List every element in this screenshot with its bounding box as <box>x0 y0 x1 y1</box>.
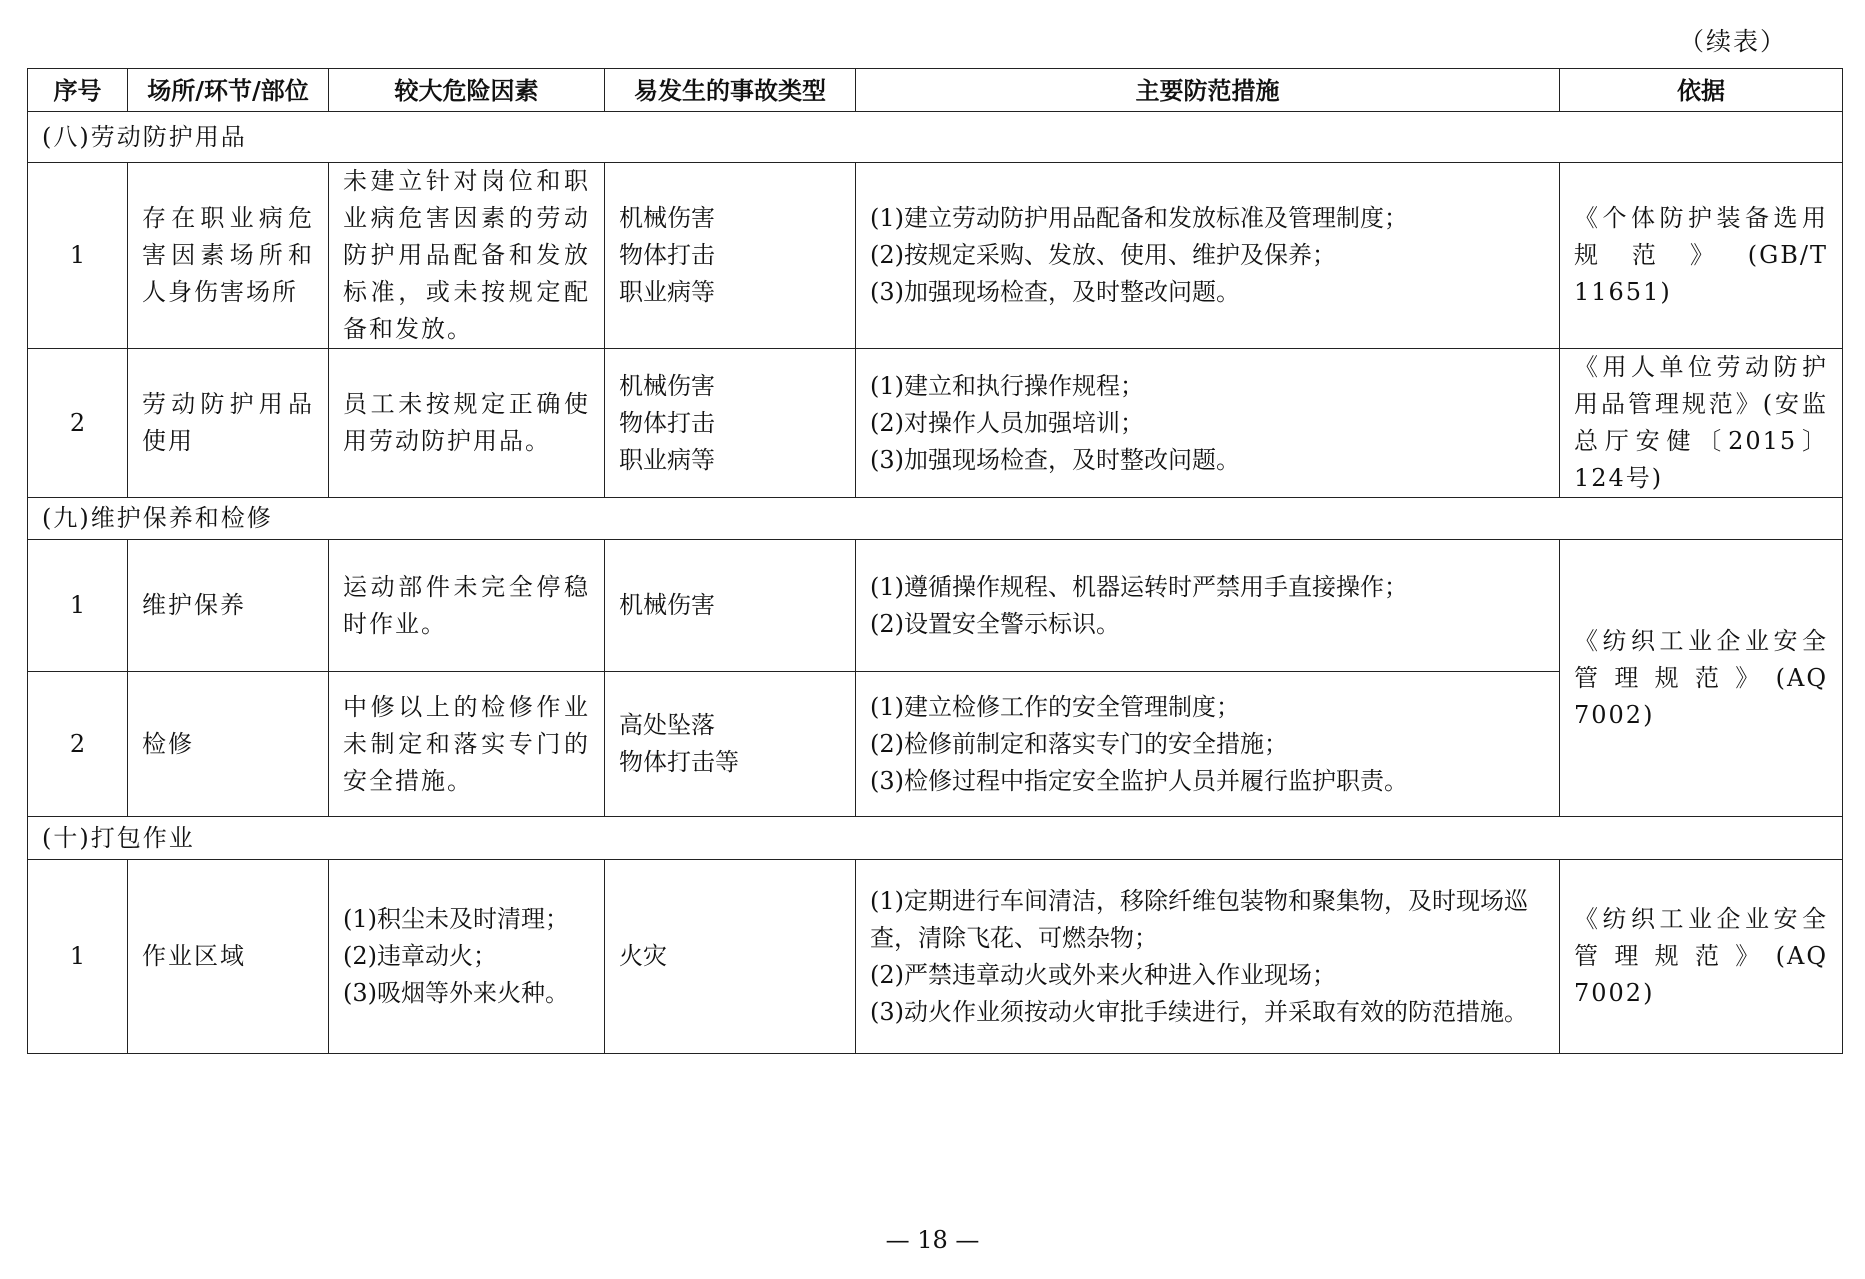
row-measures: (1)建立和执行操作规程； (2)对操作人员加强培训； (3)加强现场检查，及时整改问题。 <box>856 349 1560 498</box>
row-no: 1 <box>28 163 128 349</box>
row-place: 维护保养 <box>128 540 329 672</box>
header-no: 序号 <box>28 69 128 112</box>
row-risk: 员工未按规定正确使用劳动防护用品。 <box>329 349 605 498</box>
row-basis: 《纺织工业企业安全管理规范》(AQ 7002) <box>1560 540 1843 817</box>
table-row <box>28 540 1843 672</box>
row-no: 2 <box>28 349 128 498</box>
table-row <box>28 860 1843 1054</box>
header-place: 场所/环节/部位 <box>128 69 329 112</box>
row-basis: 《用人单位劳动防护用品管理规范》(安监总厅安健〔2015〕124号) <box>1560 349 1843 498</box>
row-no: 2 <box>28 672 128 817</box>
row-no: 1 <box>28 540 128 672</box>
row-accident: 火灾 <box>605 860 856 1054</box>
row-risk: 运动部件未完全停稳时作业。 <box>329 540 605 672</box>
section-row <box>28 498 1843 540</box>
section-title: (十)打包作业 <box>28 817 1843 860</box>
row-basis: 《纺织工业企业安全管理规范》(AQ 7002) <box>1560 860 1843 1054</box>
row-measures: (1)建立劳动防护用品配备和发放标准及管理制度； (2)按规定采购、发放、使用、维护及保养； (3)加强现场检查，及时整改问题。 <box>856 163 1560 349</box>
section-row <box>28 112 1843 163</box>
row-place: 作业区域 <box>128 860 329 1054</box>
header-measures: 主要防范措施 <box>856 69 1560 112</box>
section-row <box>28 817 1843 860</box>
row-accident: 机械伤害 物体打击 职业病等 <box>605 163 856 349</box>
row-measures: (1)建立检修工作的安全管理制度； (2)检修前制定和落实专门的安全措施； (3)检修过程中指定安全监护人员并履行监护职责。 <box>856 672 1560 817</box>
table-row <box>28 349 1843 498</box>
row-basis: 《个体防护装备选用规范》(GB/T 11651) <box>1560 163 1843 349</box>
header-basis: 依据 <box>1560 69 1843 112</box>
header-accident: 易发生的事故类型 <box>605 69 856 112</box>
hazard-table <box>27 68 1843 1054</box>
row-accident: 机械伤害 物体打击 职业病等 <box>605 349 856 498</box>
header-risk: 较大危险因素 <box>329 69 605 112</box>
table-row <box>28 163 1843 349</box>
continued-label: （续表） <box>1678 27 1787 56</box>
row-risk: 未建立针对岗位和职业病危害因素的劳动防护用品配备和发放标准，或未按规定配备和发放。 <box>329 163 605 349</box>
section-title: (八)劳动防护用品 <box>28 112 1843 163</box>
row-place: 检修 <box>128 672 329 817</box>
section-title: (九)维护保养和检修 <box>28 498 1843 540</box>
row-place: 劳动防护用品使用 <box>128 349 329 498</box>
row-risk: 中修以上的检修作业未制定和落实专门的安全措施。 <box>329 672 605 817</box>
row-risk: (1)积尘未及时清理； (2)违章动火； (3)吸烟等外来火种。 <box>329 860 605 1054</box>
row-measures: (1)遵循操作规程、机器运转时严禁用手直接操作； (2)设置安全警示标识。 <box>856 540 1560 672</box>
table-header-row <box>28 69 1843 112</box>
row-no: 1 <box>28 860 128 1054</box>
row-measures: (1)定期进行车间清洁，移除纤维包装物和聚集物，及时现场巡查，清除飞花、可燃杂物； (2)严禁违章动火或外来火种进入作业现场； (3)动火作业须按动火审批手续进行，并采取有效的防范措施。 <box>856 860 1560 1054</box>
row-place: 存在职业病危害因素场所和人身伤害场所 <box>128 163 329 349</box>
row-accident: 高处坠落 物体打击等 <box>605 672 856 817</box>
row-accident: 机械伤害 <box>605 540 856 672</box>
page-number: — 18 — <box>885 1226 980 1254</box>
